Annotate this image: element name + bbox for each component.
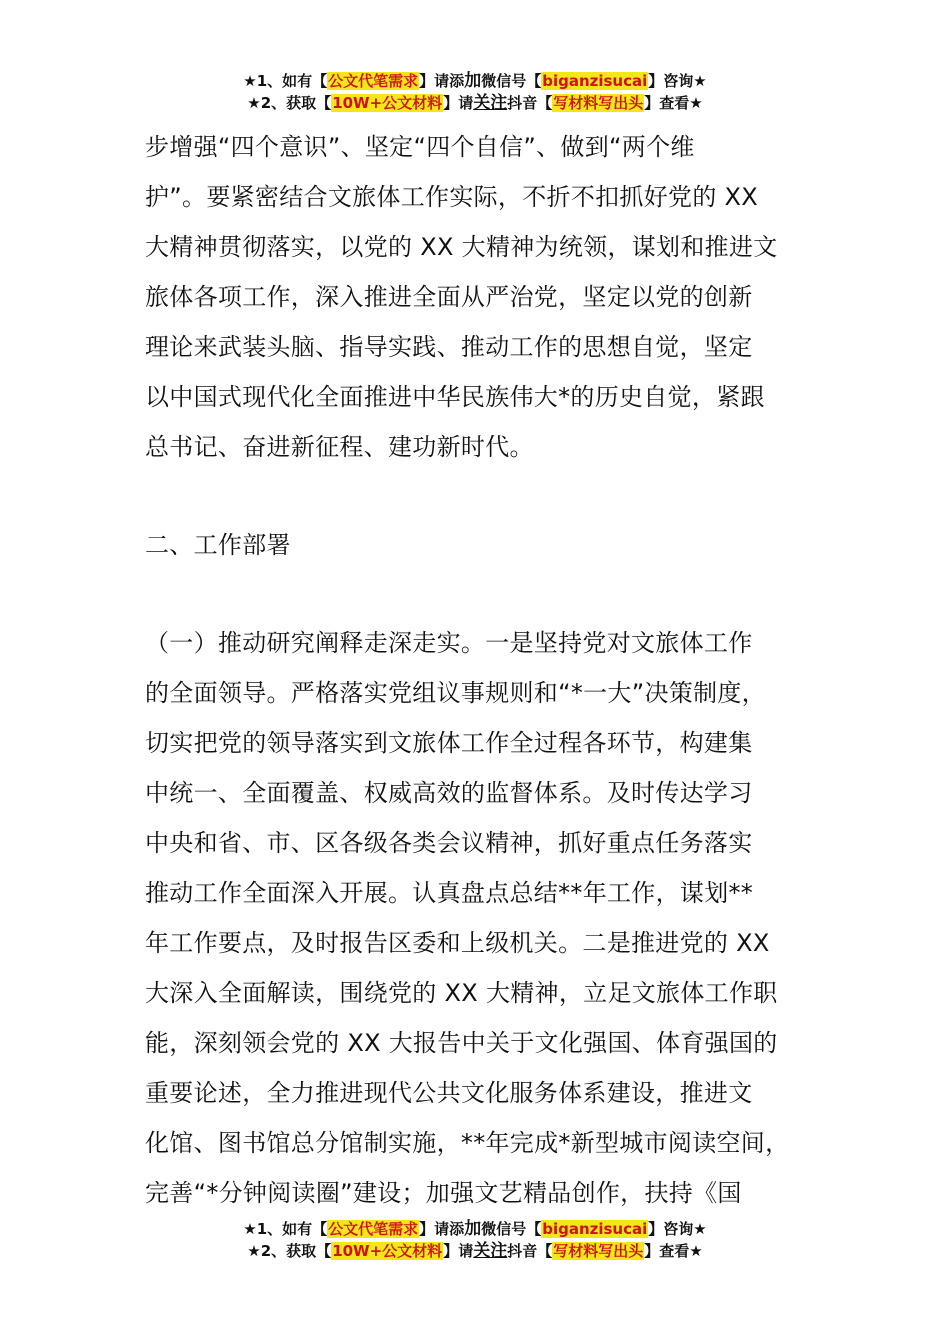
- section-heading: [145, 520, 835, 570]
- promo-text: 】请: [443, 94, 474, 112]
- promo-banner-bottom: [0, 1218, 950, 1262]
- promo-text: 关注: [473, 1241, 508, 1261]
- promo-text: ★1、如有【: [243, 1220, 328, 1238]
- text-line: 的全面领导。严格落实党组议事规则和“*一大”决策制度，: [145, 679, 766, 707]
- promo-text: 抖音【: [507, 1242, 553, 1260]
- text-line: （一）推动研究阐释走深走实。一是坚持党对文旅体工作: [145, 629, 753, 657]
- text-line: 护”。要紧密结合文旅体工作实际，不折不扣抓好党的 XX: [145, 183, 759, 211]
- text-line: 以中国式现代化全面推进中华民族伟大*的历史自觉，紧跟: [145, 383, 765, 411]
- promo-line-1: [0, 70, 950, 92]
- promo-text: 抖音【: [507, 94, 553, 112]
- promo-text: 】请添: [419, 72, 465, 90]
- promo-text: 微信号【: [481, 72, 542, 90]
- heading-text: 二、工作部署: [145, 531, 291, 559]
- promo-highlight: 公文代笔需求: [328, 72, 419, 90]
- promo-line-2: [0, 1240, 950, 1262]
- promo-text: 】咨询★: [648, 72, 707, 90]
- text-line: 推动工作全面深入开展。认真盘点总结**年工作，谋划**: [145, 879, 754, 907]
- text-line: 切实把党的领导落实到文旅体工作全过程各环节，构建集: [145, 729, 753, 757]
- promo-text: 】请添: [419, 1220, 465, 1238]
- text-line: 完善“*分钟阅读圈”建设；加强文艺精品创作，扶持《国: [145, 1179, 742, 1207]
- promo-text: ★1、如有【: [243, 72, 328, 90]
- promo-text: 加: [464, 71, 482, 91]
- promo-text: 】查看★: [644, 94, 703, 112]
- text-line: 步增强“四个意识”、坚定“四个自信”、做到“两个维: [145, 133, 695, 161]
- text-line: 理论来武装头脑、指导实践、推动工作的思想自觉，坚定: [145, 333, 753, 361]
- promo-line-1: [0, 1218, 950, 1240]
- promo-text: 】请: [443, 1242, 474, 1260]
- promo-line-2: [0, 92, 950, 114]
- promo-text: ★2、获取【: [247, 1242, 332, 1260]
- promo-highlight: 10W+公文材料: [332, 94, 443, 112]
- text-line: 大深入全面解读，围绕党的 XX 大精神，立足文旅体工作职: [145, 979, 778, 1007]
- promo-text: ★2、获取【: [247, 94, 332, 112]
- paragraph-1: [145, 122, 835, 472]
- promo-highlight: 写材料写出头: [553, 1242, 644, 1260]
- text-line: 能，深刻领会党的 XX 大报告中关于文化强国、体育强国的: [145, 1029, 778, 1057]
- promo-highlight: 10W+公文材料: [332, 1242, 443, 1260]
- text-line: 中统一、全面覆盖、权威高效的监督体系。及时传达学习: [145, 779, 753, 807]
- text-line: 大精神贯彻落实，以党的 XX 大精神为统领，谋划和推进文: [145, 233, 778, 261]
- text-line: 重要论述，全力推进现代公共文化服务体系建设，推进文: [145, 1079, 753, 1107]
- promo-text: 关注: [473, 93, 508, 113]
- text-line: 化馆、图书馆总分馆制实施，**年完成*新型城市阅读空间，: [145, 1129, 790, 1157]
- promo-text: 】咨询★: [648, 1220, 707, 1238]
- promo-text: 加: [464, 1219, 482, 1239]
- promo-text: 微信号【: [481, 1220, 542, 1238]
- promo-highlight: biganzisucai: [542, 72, 648, 90]
- promo-text: 】查看★: [644, 1242, 703, 1260]
- text-line: 总书记、奋进新征程、建功新时代。: [145, 433, 534, 461]
- promo-highlight: biganzisucai: [542, 1220, 648, 1238]
- text-line: 中央和省、市、区各级各类会议精神，抓好重点任务落实: [145, 829, 753, 857]
- promo-banner-top: [0, 70, 950, 114]
- promo-highlight: 公文代笔需求: [328, 1220, 419, 1238]
- text-line: 旅体各项工作，深入推进全面从严治党，坚定以党的创新: [145, 283, 753, 311]
- text-line: 年工作要点，及时报告区委和上级机关。二是推进党的 XX: [145, 929, 770, 957]
- promo-highlight: 写材料写出头: [553, 94, 644, 112]
- paragraph-2: [145, 618, 835, 1218]
